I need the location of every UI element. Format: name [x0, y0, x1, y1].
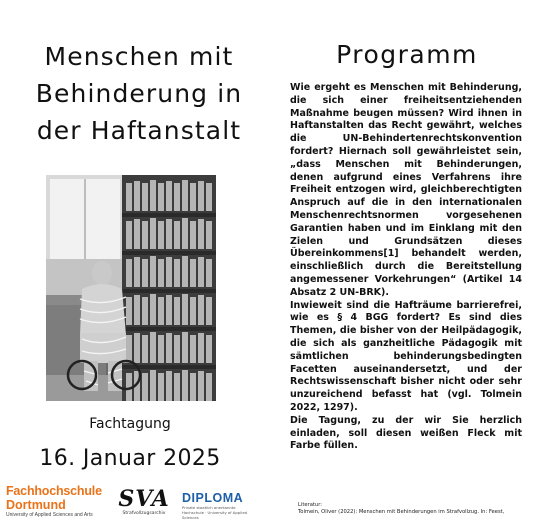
program-paragraph-1: Wie ergeht es Menschen mit Behinderung, die sich einer freiheitsentziehenden Maßnahme beugen müssen? Wird ihnen in Haftanstalten das Recht gewährt, welches die UN-Behindertenrechtskonvention fordert? Hiernach soll gewährleistet sein, „dass Menschen mit Behinderungen, denen aufgrund eines Verfahrens ihre Freiheit entzogen wird, gleichberechtigten Anspruch auf die in den internationalen Menschenrechtsnormen vorgesehenen Garantien haben und im Einklang mit den Zielen und Grundsätzen dieses Übereinkommens[1] behandelt werden, einschließlich durch die Bereitstellung angemessener Vorkehrungen“ (Artikel 14 Absatz 2 UN-BRK). — [290, 82, 522, 298]
event-title-line-3: der Haftanstalt — [36, 116, 242, 145]
event-date: 16. Januar 2025 — [39, 446, 221, 471]
footnote-text: Tolmein, Oliver (2022): Menschen mit Behinderungen im Strafvollzug. In: Feest, — [298, 509, 505, 515]
event-type: Fachtagung — [89, 416, 171, 432]
fh-dortmund-logo — [6, 484, 116, 519]
diploma-logo — [182, 491, 252, 520]
event-title-line-1: Menschen mit — [44, 42, 234, 71]
photo-bound-person-in-archive — [46, 175, 216, 401]
fh-logo-line-1: Fachhochschule — [6, 484, 102, 498]
fh-logo-line-2: Dortmund — [6, 498, 66, 512]
event-title-line-2: Behinderung in — [35, 79, 243, 108]
sva-logo-mark: SVA — [118, 486, 170, 512]
program-text — [290, 82, 522, 453]
sva-logo-subtitle: Strafvollzugsarchiv — [122, 511, 166, 516]
diploma-logo-subtitle: Private staatlich anerkannte Hochschule · University of Applied Sciences — [182, 505, 248, 520]
event-title — [8, 38, 270, 149]
program-heading: Programm — [336, 40, 478, 69]
program-paragraph-3: Die Tagung, zu der wir Sie herzlich einladen, soll diesen weißen Fleck mit Farbe füllen. — [290, 414, 522, 452]
program-paragraph-2: Inwieweit sind die Hafträume barrierefrei, wie es § 4 BGG fordert? Es sind dies Themen, die bisher von der Heilpädagogik, die sich als ganzheitliche Pädagogik mit sämtlichen behinderungsbedingten Facetten auseinandersetzt, und der Rechtswissenschaft bisher nicht oder sehr unzureichend befasst hat (vgl. Tolmein 2022, 1297). — [290, 299, 522, 413]
fh-logo-subtitle: University of Applied Sciences and Arts — [6, 512, 93, 518]
diploma-logo-mark: DIPLOMA — [182, 491, 244, 505]
sva-logo — [114, 487, 174, 517]
footnote-label: Literatur: — [298, 502, 322, 508]
photo-image — [46, 175, 216, 401]
literature-footnote — [298, 502, 530, 516]
